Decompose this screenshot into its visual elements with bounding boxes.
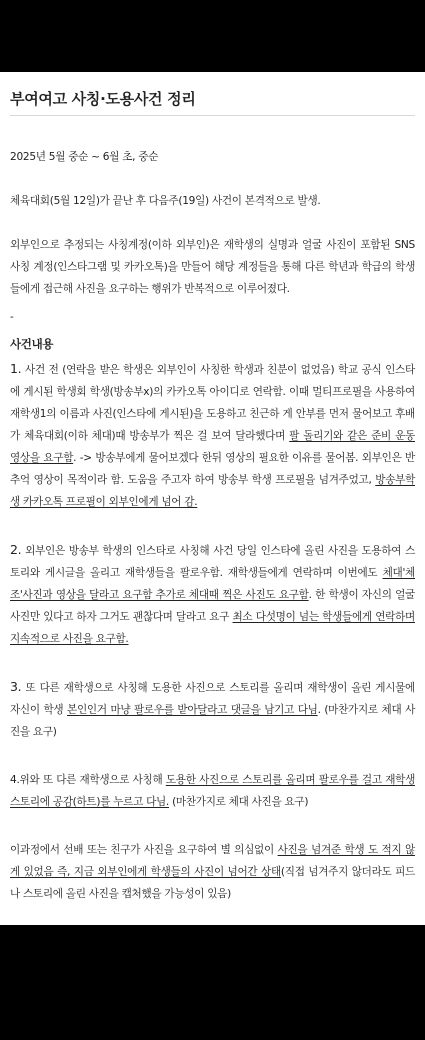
case-1-text-2: . -> 방송부에게 물어보겠다 한뒤 영상의 필요한 이유를 물어봄. 외부인은 반 추억 영상이 목적이라 함. 도움을 주고자 하여 방송부 학생 프로필을 넘겨주었고, — [10, 452, 415, 486]
case-1-underline-2: 방송부학생 카카오톡 프로필이 외부인에게 넘어 감. — [10, 474, 415, 508]
case-3-number: 3. — [10, 679, 22, 694]
top-black-bar — [0, 0, 425, 72]
case-4-paragraph — [10, 769, 415, 813]
dash-separator: - — [10, 311, 14, 323]
case-4-underline-1: 도용한 사진으로 스토리를 올리며 팔로우를 걸고 재학생 스토리에 공감(하트)를 누르고 다님. — [10, 774, 415, 808]
document-page — [0, 72, 425, 925]
case-1-number: 1. — [10, 361, 22, 376]
conclusion-text-2: (직접 넘겨주지 않더라도 피드나 스토리에 올린 사진을 캡처했을 가능성이 있음) — [10, 866, 415, 900]
case-2-paragraph — [10, 539, 415, 650]
case-2-text-1: 외부인은 방송부 학생의 인스타로 사칭해 사건 당일 인스타에 올린 사진을 도용하여 스토리와 게시글을 올리고 재학생들을 팔로우함. 재학생들에게 연락하며 이번에도 — [10, 545, 415, 579]
case-2-text-2: . 한 학생이 자신의 얼굴 사진만 있다고 하자 그거도 괜찮다며 달라고 요구 — [10, 589, 415, 623]
conclusion-text-1: 이과정에서 선배 또는 친구가 사진을 요구하여 별 의심없이 — [10, 844, 278, 856]
incident-period: 2025년 5월 중순 ~ 6월 초, 중순 — [10, 151, 159, 163]
case-1-text-1: 사건 전 (연락을 받은 학생은 외부인이 사칭한 학생과 친분이 없었음) 학교 공식 인스타에 게시된 학생회 학생(방송부x)의 카카오톡 아이디로 연락함. 이때 멀티프로필을 사용하여 재학생1의 이름과 사진(인스타에 게시된)을 도용하고 친근하 게 안부를 먼저 물어보고 후배가 체육대회(이하 체대)때 방송부가 찍은 걸 보여 달라했다며 — [10, 364, 415, 442]
case-1-paragraph — [10, 358, 415, 513]
bottom-black-bar — [0, 925, 425, 1040]
summary-paragraph: 외부인으로 추정되는 사칭계정(이하 외부인)은 재학생의 실명과 얼굴 사진이 포함된 SNS 사칭 계정(인스타그램 및 카카오톡)을 만들어 해당 계정들을 통해 다른 학년과 학급의 학생들에게 접근해 사진을 요구하는 행위가 반복적으로 이루어졌다. — [10, 239, 415, 295]
case-4-text-1: 위와 또 다른 재학생으로 사칭해 — [19, 774, 166, 786]
case-3-text-1: 또 다른 재학생으로 사칭해 도용한 사진으로 스토리를 올리며 재학생이 올린 게시물에 자신이 학생 — [10, 682, 415, 716]
section-title: 사건내용 — [10, 337, 54, 351]
case-3-paragraph — [10, 676, 415, 743]
case-4-number: 4. — [10, 774, 20, 786]
conclusion-underline-1: 사진을 넘겨준 학생 도 적지 않게 있었음 즉, 지금 외부인에게 학생들의 사진이 넘어간 상태 — [10, 844, 415, 878]
case-3-text-2: . (마찬가지로 체대 사진을 요구) — [10, 704, 416, 738]
case-2-underline-2: 최소 다섯명이 넘는 학생들에게 연락하며 지속적으로 사진을 요구함. — [10, 611, 415, 645]
case-2-number: 2. — [10, 542, 22, 557]
intro-paragraph: 체육대회(5월 12일)가 끝난 후 다음주(19일) 사건이 본격적으로 발생. — [10, 195, 321, 207]
title-divider — [10, 115, 415, 116]
case-1-underline-1: 팔 돌리기와 같은 준비 운동 영상을 요구함 — [10, 430, 415, 464]
document-title: 부여여고 사칭·도용사건 정리 — [10, 90, 196, 108]
case-3-underline-1: 본인인거 마냥 팔로우를 받아달라고 댓글을 남기고 다님 — [67, 704, 318, 716]
case-2-underline-1: 체대'체조'사진과 영상을 달라고 요구함 추가로 체대때 찍은 사진도 요구함 — [10, 567, 415, 601]
case-4-text-2: (마찬가지로 체대 사진을 요구) — [169, 796, 309, 808]
conclusion-paragraph — [10, 839, 415, 905]
